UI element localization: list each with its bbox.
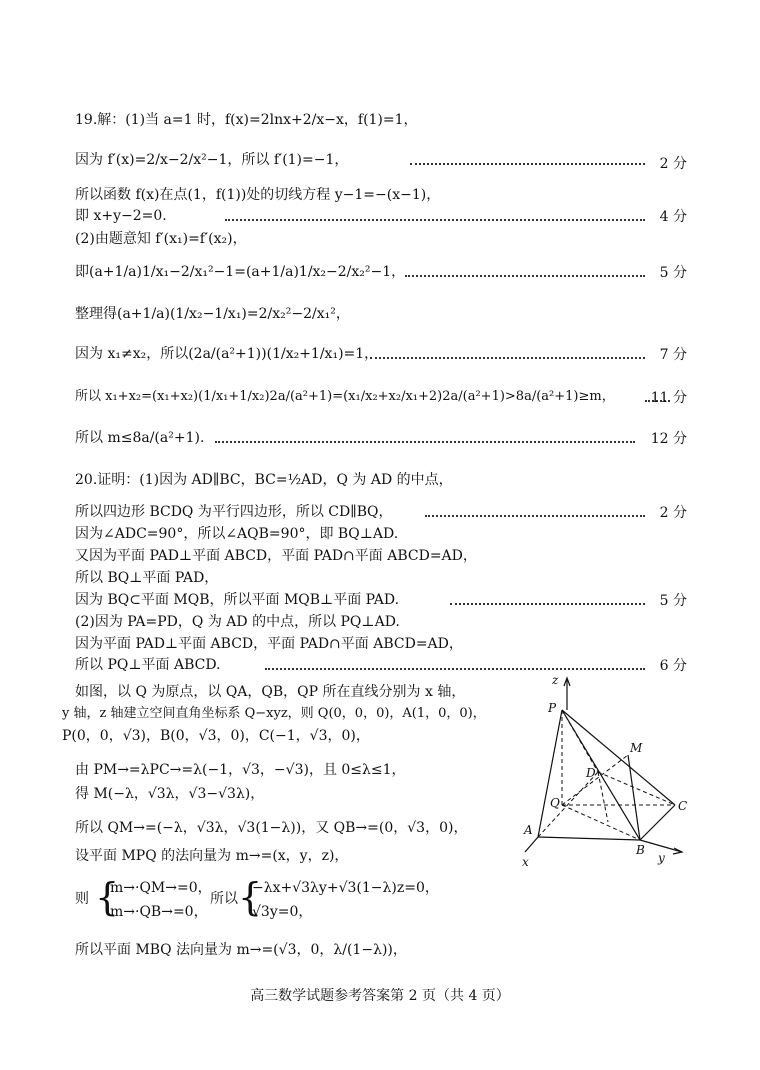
edge-AB bbox=[538, 837, 640, 840]
line-text: 所以 BQ⊥平面 PAD， bbox=[75, 570, 219, 586]
label-Q: Q bbox=[550, 796, 560, 810]
edge-PA bbox=[538, 710, 562, 837]
label-x: x bbox=[522, 855, 529, 869]
score: 2 分 bbox=[659, 156, 687, 172]
line-text: (2)因为 PA=PD，Q 为 AD 的中点，所以 PQ⊥AD. bbox=[75, 614, 400, 630]
edge-BC bbox=[640, 805, 675, 840]
line-text: 整理得(a+1/a)(1/x₂−1/x₁)=2/x₂²−2/x₁²， bbox=[75, 306, 350, 322]
label-B: B bbox=[636, 843, 645, 857]
system2-eq1: −λx+√3λy+√3(1−λ)z=0， bbox=[252, 880, 439, 896]
line-text: P(0，0，√3)，B(0，√3，0)，C(−1，√3，0)， bbox=[62, 728, 370, 744]
line-text: 因为∠ADC=90°，所以∠AQB=90°，即 BQ⊥AD. bbox=[75, 526, 399, 542]
edge-D-drop-dashed bbox=[598, 772, 608, 822]
edge-QM-dashed bbox=[562, 755, 628, 805]
leader-dots bbox=[265, 668, 645, 670]
score: 6 分 bbox=[659, 658, 687, 674]
label-A: A bbox=[524, 823, 533, 837]
left-brace-2: { bbox=[238, 875, 263, 919]
line-text: 又因为平面 PAD⊥平面 ABCD，平面 PAD∩平面 ABCD=AD， bbox=[75, 548, 477, 564]
system-so-label: 所以 bbox=[210, 891, 238, 907]
line-text: 所以 QM→=(−λ，√3λ，√3(1−λ))，又 QB→=(0，√3，0)， bbox=[75, 820, 468, 836]
line-text: 所以 PQ⊥平面 ABCD. bbox=[75, 657, 221, 673]
line-text: 即 x+y−2=0. bbox=[75, 208, 167, 224]
leader-dots bbox=[425, 515, 645, 517]
line-20-1 bbox=[75, 470, 690, 490]
line-text: y 轴，z 轴建立空间直角坐标系 Q−xyz，则 Q(0，0，0)，A(1，0，0)， bbox=[62, 706, 486, 721]
line-text: 因为平面 PAD⊥平面 ABCD，平面 PAD∩平面 ABCD=AD， bbox=[75, 636, 463, 652]
score: 11 分 bbox=[650, 390, 687, 406]
line-20-10 bbox=[75, 682, 500, 702]
line-text: 19.解：(1)当 a=1 时，f(x)=2lnx+2/x−x，f(1)=1， bbox=[75, 112, 418, 128]
score: 5 分 bbox=[659, 265, 687, 281]
line-text: 设平面 MPQ 的法向量为 m→=(x，y，z)， bbox=[75, 848, 349, 864]
x-axis-line bbox=[525, 837, 538, 852]
line-20-4 bbox=[75, 546, 690, 566]
page-footer: 高三数学试题参考答案第 2 页（共 4 页） bbox=[250, 988, 510, 1004]
line-19-8 bbox=[75, 344, 690, 364]
line-20-3 bbox=[75, 524, 690, 544]
line-text: 由 PM→=λPC→=λ(−1，√3，−√3)，且 0≤λ≤1， bbox=[75, 762, 406, 778]
line-text: 所以四边形 BCDQ 为平行四边形，所以 CD∥BQ， bbox=[75, 504, 393, 520]
label-C: C bbox=[678, 799, 688, 813]
line-text: 即(a+1/a)1/x₁−2/x₁²−1=(a+1/a)1/x₂−2/x₂²−1， bbox=[75, 264, 406, 280]
edge-PC bbox=[562, 710, 675, 805]
line-text: (2)由题意知 f′(x₁)=f′(x₂)， bbox=[75, 231, 247, 247]
system1-eq1: m→·QM→=0， bbox=[110, 880, 212, 896]
line-19-6 bbox=[75, 262, 690, 282]
system-then-label: 则 bbox=[75, 891, 89, 907]
score: 7 分 bbox=[659, 347, 687, 363]
line-19-9 bbox=[75, 387, 690, 407]
line-text: 所以 m≤8a/(a²+1). bbox=[75, 430, 205, 446]
label-y: y bbox=[658, 851, 665, 865]
line-text: 所以函数 f(x)在点(1，f(1))处的切线方程 y−1=−(x−1)， bbox=[75, 187, 441, 203]
leader-dots bbox=[450, 603, 645, 605]
edge-QB-dashed bbox=[562, 805, 640, 840]
leader-dots bbox=[215, 441, 635, 443]
line-19-10 bbox=[75, 428, 690, 448]
edge-MB bbox=[628, 755, 640, 840]
line-text: 所以 x₁+x₂=(x₁+x₂)(1/x₁+1/x₂)2a/(a²+1)=(x₁/x₂+x₂/x₁+2)2a/(a²+1)>8a/(a²+1)≥m， bbox=[75, 389, 615, 404]
line-text: 因为 x₁≠x₂，所以(2a/(a²+1))(1/x₂+1/x₁)=1， bbox=[75, 346, 379, 362]
line-text: 得 M(−λ，√3λ，√3−√3λ)， bbox=[75, 786, 265, 802]
line-19-7 bbox=[75, 304, 690, 324]
score: 5 分 bbox=[659, 593, 687, 609]
line-20-6 bbox=[75, 590, 690, 610]
line-20-17 bbox=[75, 940, 690, 960]
line-text: 因为 f′(x)=2/x−2/x²−1，所以 f′(1)=−1， bbox=[75, 152, 349, 168]
line-text: 所以平面 MBQ 法向量为 m→=(√3，0，λ/(1−λ))， bbox=[75, 942, 407, 958]
line-19-4 bbox=[75, 206, 690, 226]
pyramid-figure bbox=[510, 672, 700, 872]
line-19-5 bbox=[75, 229, 690, 249]
line-text: 如图，以 Q 为原点，以 QA，QB，QP 所在直线分别为 x 轴， bbox=[75, 684, 466, 700]
line-19-1 bbox=[75, 110, 690, 130]
label-M: M bbox=[630, 741, 643, 755]
leader-dots bbox=[405, 275, 645, 277]
leader-dots bbox=[225, 219, 645, 221]
edge-PD-dashed bbox=[562, 710, 598, 772]
line-text: 因为 BQ⊂平面 MQB，所以平面 MQB⊥平面 PAD. bbox=[75, 592, 400, 608]
score: 4 分 bbox=[659, 209, 687, 225]
line-text: 20.证明：(1)因为 AD∥BC，BC=½AD，Q 为 AD 的中点， bbox=[75, 472, 453, 488]
line-20-5 bbox=[75, 568, 690, 588]
system1-eq2: m→·QB→=0， bbox=[110, 904, 208, 920]
line-20-7 bbox=[75, 612, 690, 632]
system2-eq2: √3y=0， bbox=[252, 904, 313, 920]
leader-dots bbox=[410, 163, 645, 165]
line-20-2 bbox=[75, 502, 690, 522]
score: 2 分 bbox=[659, 505, 687, 521]
label-z: z bbox=[552, 673, 559, 687]
leader-dots bbox=[370, 357, 645, 359]
edge-AD-dashed bbox=[538, 772, 598, 837]
line-20-8 bbox=[75, 634, 690, 654]
line-19-2 bbox=[75, 150, 690, 170]
left-brace-1: { bbox=[95, 875, 120, 919]
score: 12 分 bbox=[650, 431, 687, 447]
line-19-3 bbox=[75, 185, 690, 205]
label-D: D bbox=[586, 766, 596, 780]
label-P: P bbox=[548, 701, 557, 715]
